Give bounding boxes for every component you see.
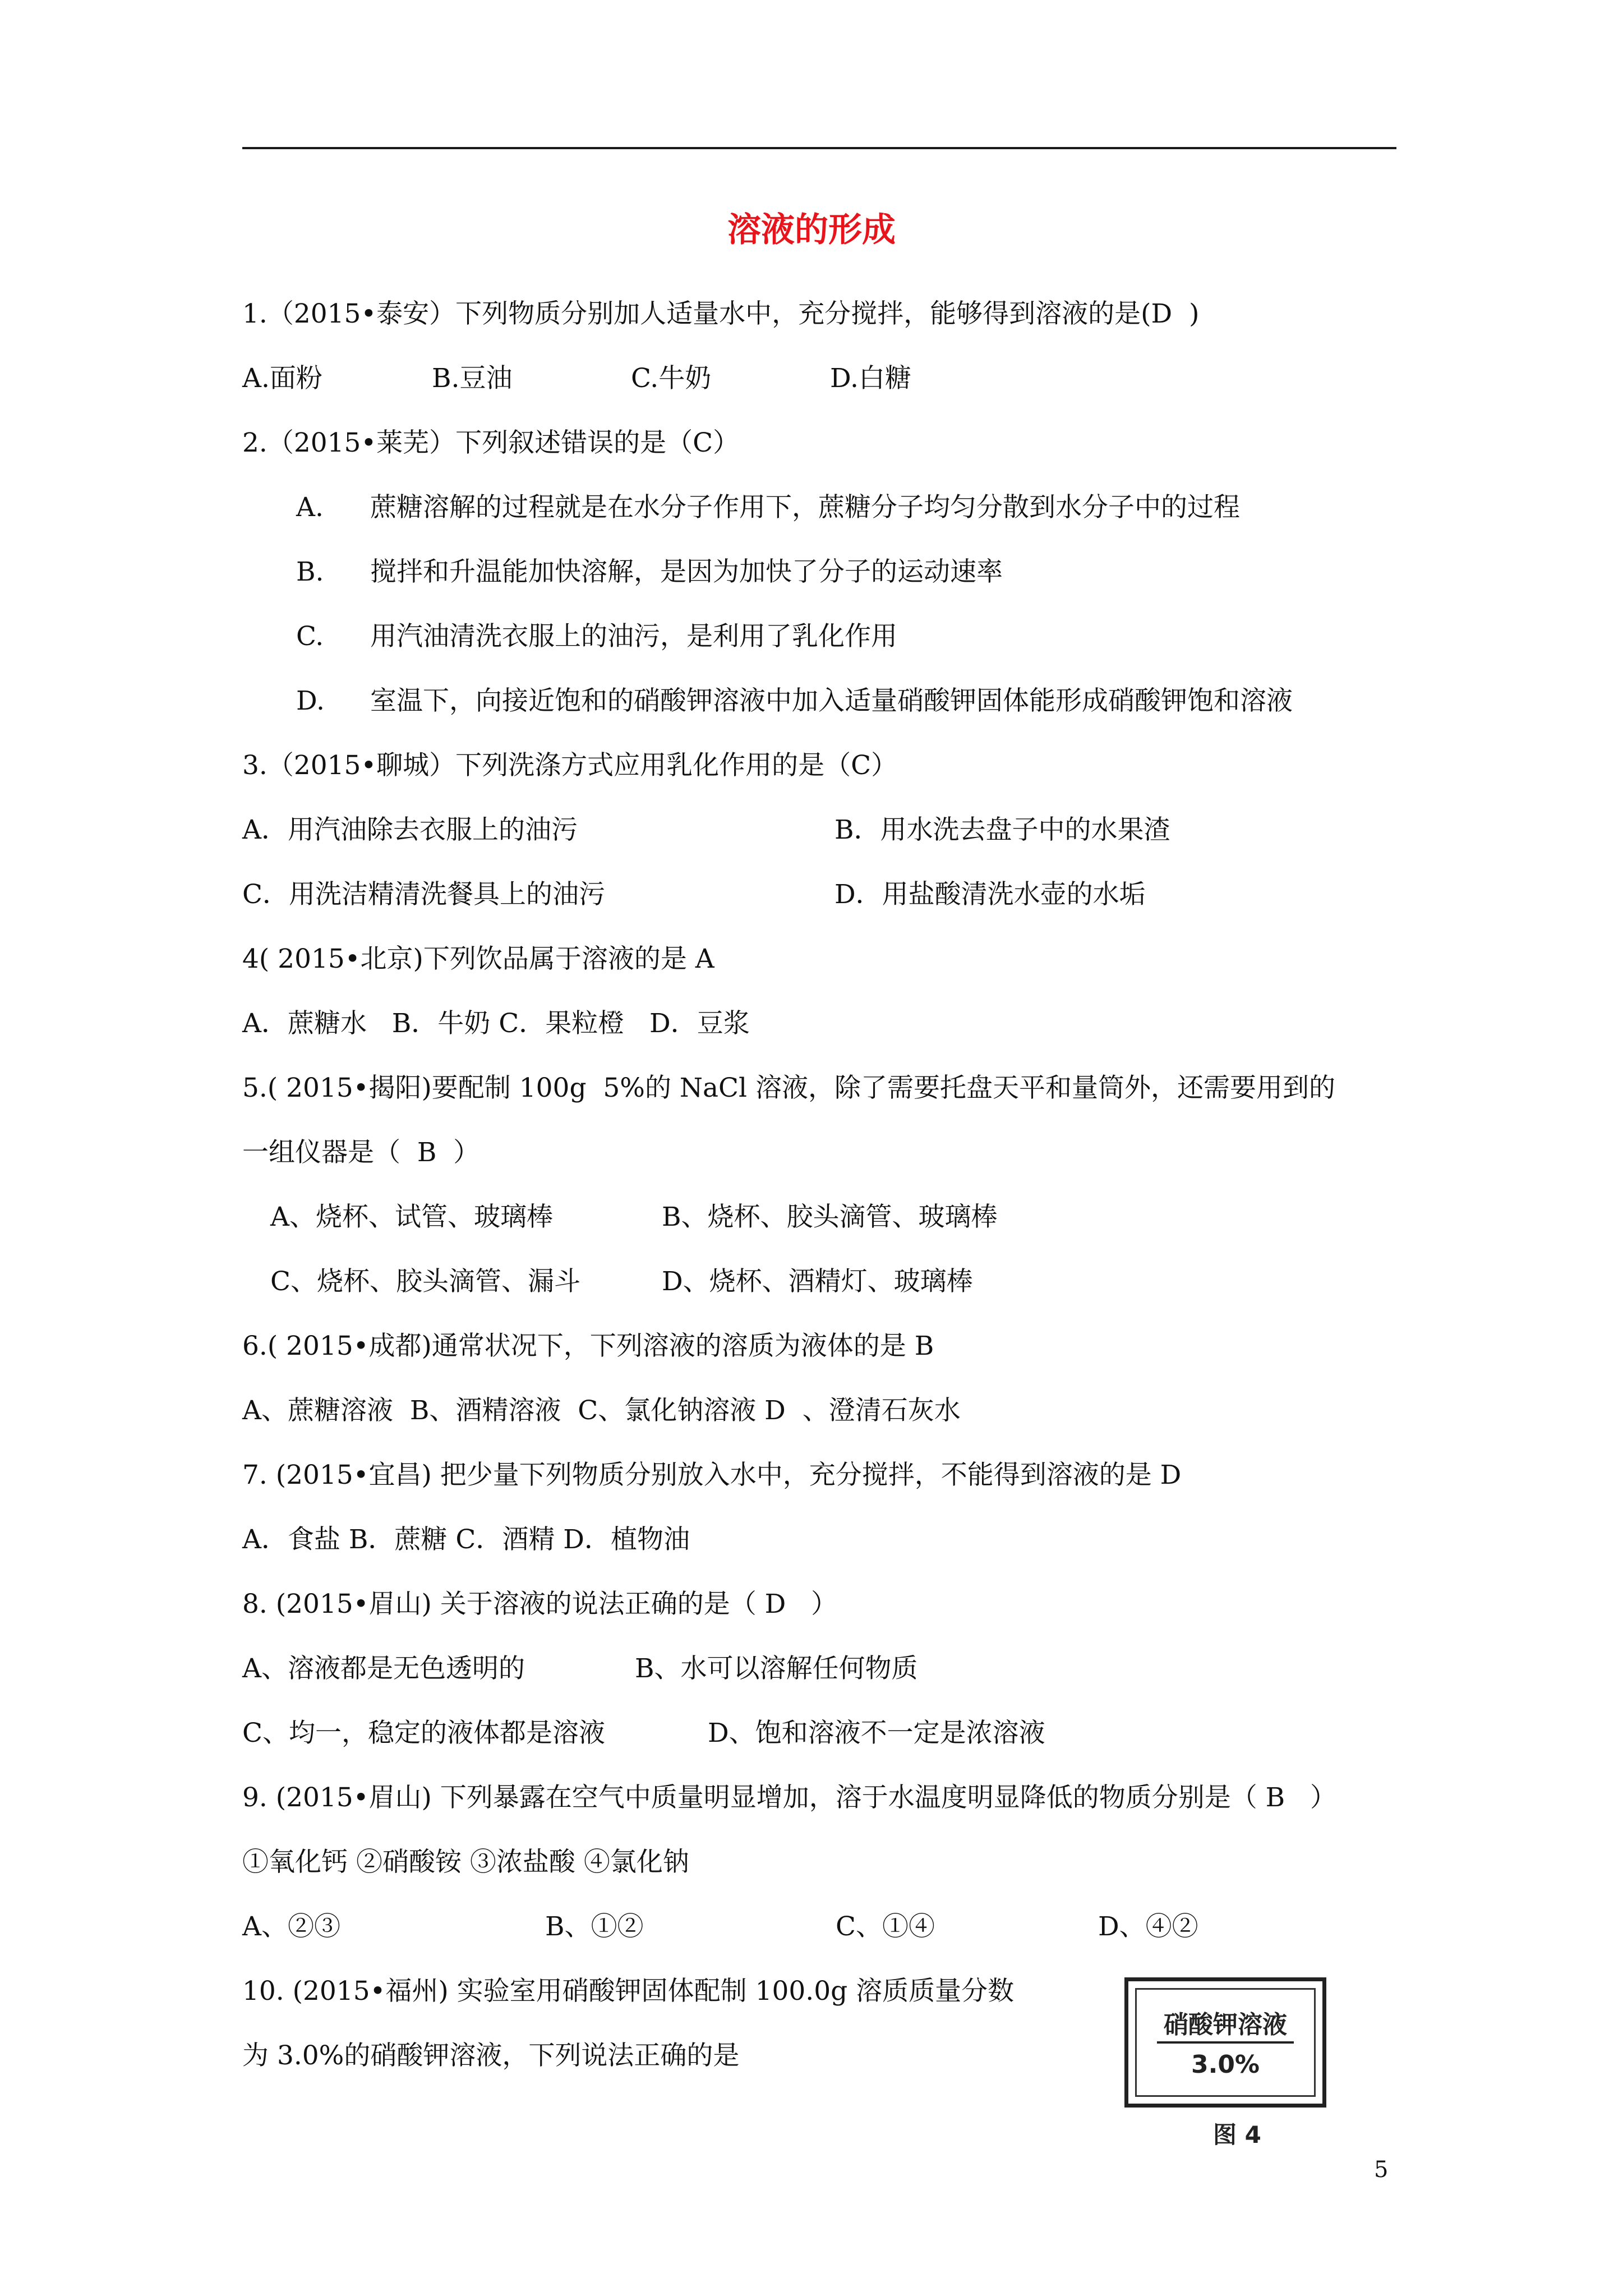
- reagent-label-concentration: 3.0%: [1191, 2050, 1260, 2079]
- question-3-option-a: A．用汽油除去衣服上的油污: [242, 815, 578, 845]
- question-8-stem: 8. (2015•眉山) 关于溶液的说法正确的是（ D ）: [242, 1589, 838, 1619]
- question-9-option-b: B、①②: [545, 1911, 644, 1942]
- reagent-label-inner-frame: [1135, 1988, 1316, 2097]
- page-title: 溶液的形成: [727, 210, 896, 250]
- question-2-option-c-letter: C.: [296, 621, 324, 652]
- question-2-option-d-text: 室温下，向接近饱和的硝酸钾溶液中加入适量硝酸钾固体能形成硝酸钾饱和溶液: [370, 685, 1293, 716]
- figure-caption: 图 4: [1213, 2121, 1261, 2148]
- question-9-option-c: C、①④: [836, 1911, 935, 1942]
- reagent-label-divider: [1157, 2041, 1294, 2044]
- reagent-label-frame: [1124, 1977, 1326, 2108]
- question-2-option-a-letter: A.: [296, 492, 324, 523]
- question-9-stem: 9. (2015•眉山) 下列暴露在空气中质量明显增加，溶于水温度明显降低的物质分别是（ B ）: [242, 1782, 1337, 1813]
- question-7-options: A．食盐 B．蔗糖 C．酒精 D．植物油: [242, 1524, 690, 1555]
- question-9-items: ①氧化钙 ②硝酸铵 ③浓盐酸 ④氯化钠: [242, 1847, 689, 1878]
- question-10-stem-line-2: 为 3.0%的硝酸钾溶液，下列说法正确的是: [242, 2040, 740, 2071]
- question-3-stem: 3.（2015•聊城）下列洗涤方式应用乳化作用的是（C）: [242, 750, 898, 781]
- question-2-option-d-letter: D.: [296, 685, 325, 716]
- question-8-option-a: A、溶液都是无色透明的: [242, 1653, 525, 1684]
- figure-4: [1124, 1977, 1338, 2146]
- question-6-options: A、蔗糖溶液 B、酒精溶液 C、氯化钠溶液 D 、澄清石灰水: [242, 1395, 961, 1426]
- question-3-option-c: C．用洗洁精清洗餐具上的油污: [242, 879, 605, 910]
- question-5-option-c: C、烧杯、胶头滴管、漏斗: [270, 1266, 580, 1297]
- question-2-option-c-text: 用汽油清洗衣服上的油污，是利用了乳化作用: [370, 621, 897, 652]
- question-2-option-a-text: 蔗糖溶解的过程就是在水分子作用下，蔗糖分子均匀分散到水分子中的过程: [370, 492, 1240, 523]
- question-5-option-b: B、烧杯、胶头滴管、玻璃棒: [662, 1202, 998, 1232]
- question-5-option-a: A、烧杯、试管、玻璃棒: [270, 1202, 553, 1232]
- page-number: 5: [1374, 2157, 1389, 2183]
- question-1-option-b: B.豆油: [432, 363, 513, 394]
- question-1-option-c: C.牛奶: [631, 363, 712, 394]
- question-9-option-d: D、④②: [1098, 1911, 1198, 1942]
- question-1-option-a: A.面粉: [242, 363, 322, 394]
- question-4-stem: 4( 2015•北京)下列饮品属于溶液的是 A: [242, 944, 714, 974]
- question-8-option-d: D、饱和溶液不一定是浓溶液: [708, 1718, 1045, 1749]
- question-8-option-c: C、均一，稳定的液体都是溶液: [242, 1718, 605, 1749]
- question-8-option-b: B、水可以溶解任何物质: [635, 1653, 918, 1684]
- question-5-stem-line-1: 5.( 2015•揭阳)要配制 100g 5%的 NaCl 溶液，除了需要托盘天平和量筒外，还需要用到的: [242, 1073, 1335, 1103]
- question-1-option-d: D.白糖: [830, 363, 911, 394]
- question-5-option-d: D、烧杯、酒精灯、玻璃棒: [662, 1266, 973, 1297]
- question-5-stem-line-2: 一组仪器是（ B ）: [242, 1137, 480, 1168]
- header-rule: [242, 147, 1396, 149]
- question-6-stem: 6.( 2015•成都)通常状况下，下列溶液的溶质为液体的是 B: [242, 1331, 934, 1361]
- question-2-stem: 2.（2015•莱芜）下列叙述错误的是（C）: [242, 427, 740, 458]
- reagent-label-name: 硝酸钾溶液: [1164, 2010, 1287, 2039]
- question-3-option-b: B．用水洗去盘子中的水果渣: [834, 815, 1170, 845]
- question-2-option-b-letter: B.: [296, 556, 324, 587]
- question-10-stem-line-1: 10. (2015•福州) 实验室用硝酸钾固体配制 100.0g 溶质质量分数: [242, 1976, 1015, 2007]
- question-7-stem: 7. (2015•宜昌) 把少量下列物质分别放入水中，充分搅拌，不能得到溶液的是 D: [242, 1460, 1182, 1490]
- question-3-option-d: D．用盐酸清洗水壶的水垢: [834, 879, 1146, 910]
- question-9-option-a: A、②③: [242, 1911, 340, 1942]
- question-1-stem: 1.（2015•泰安）下列物质分别加人适量水中，充分搅拌，能够得到溶液的是(D ): [242, 298, 1200, 329]
- question-4-options: A．蔗糖水 B．牛奶 C．果粒橙 D．豆浆: [242, 1008, 750, 1039]
- question-2-option-b-text: 搅拌和升温能加快溶解，是因为加快了分子的运动速率: [370, 556, 1003, 587]
